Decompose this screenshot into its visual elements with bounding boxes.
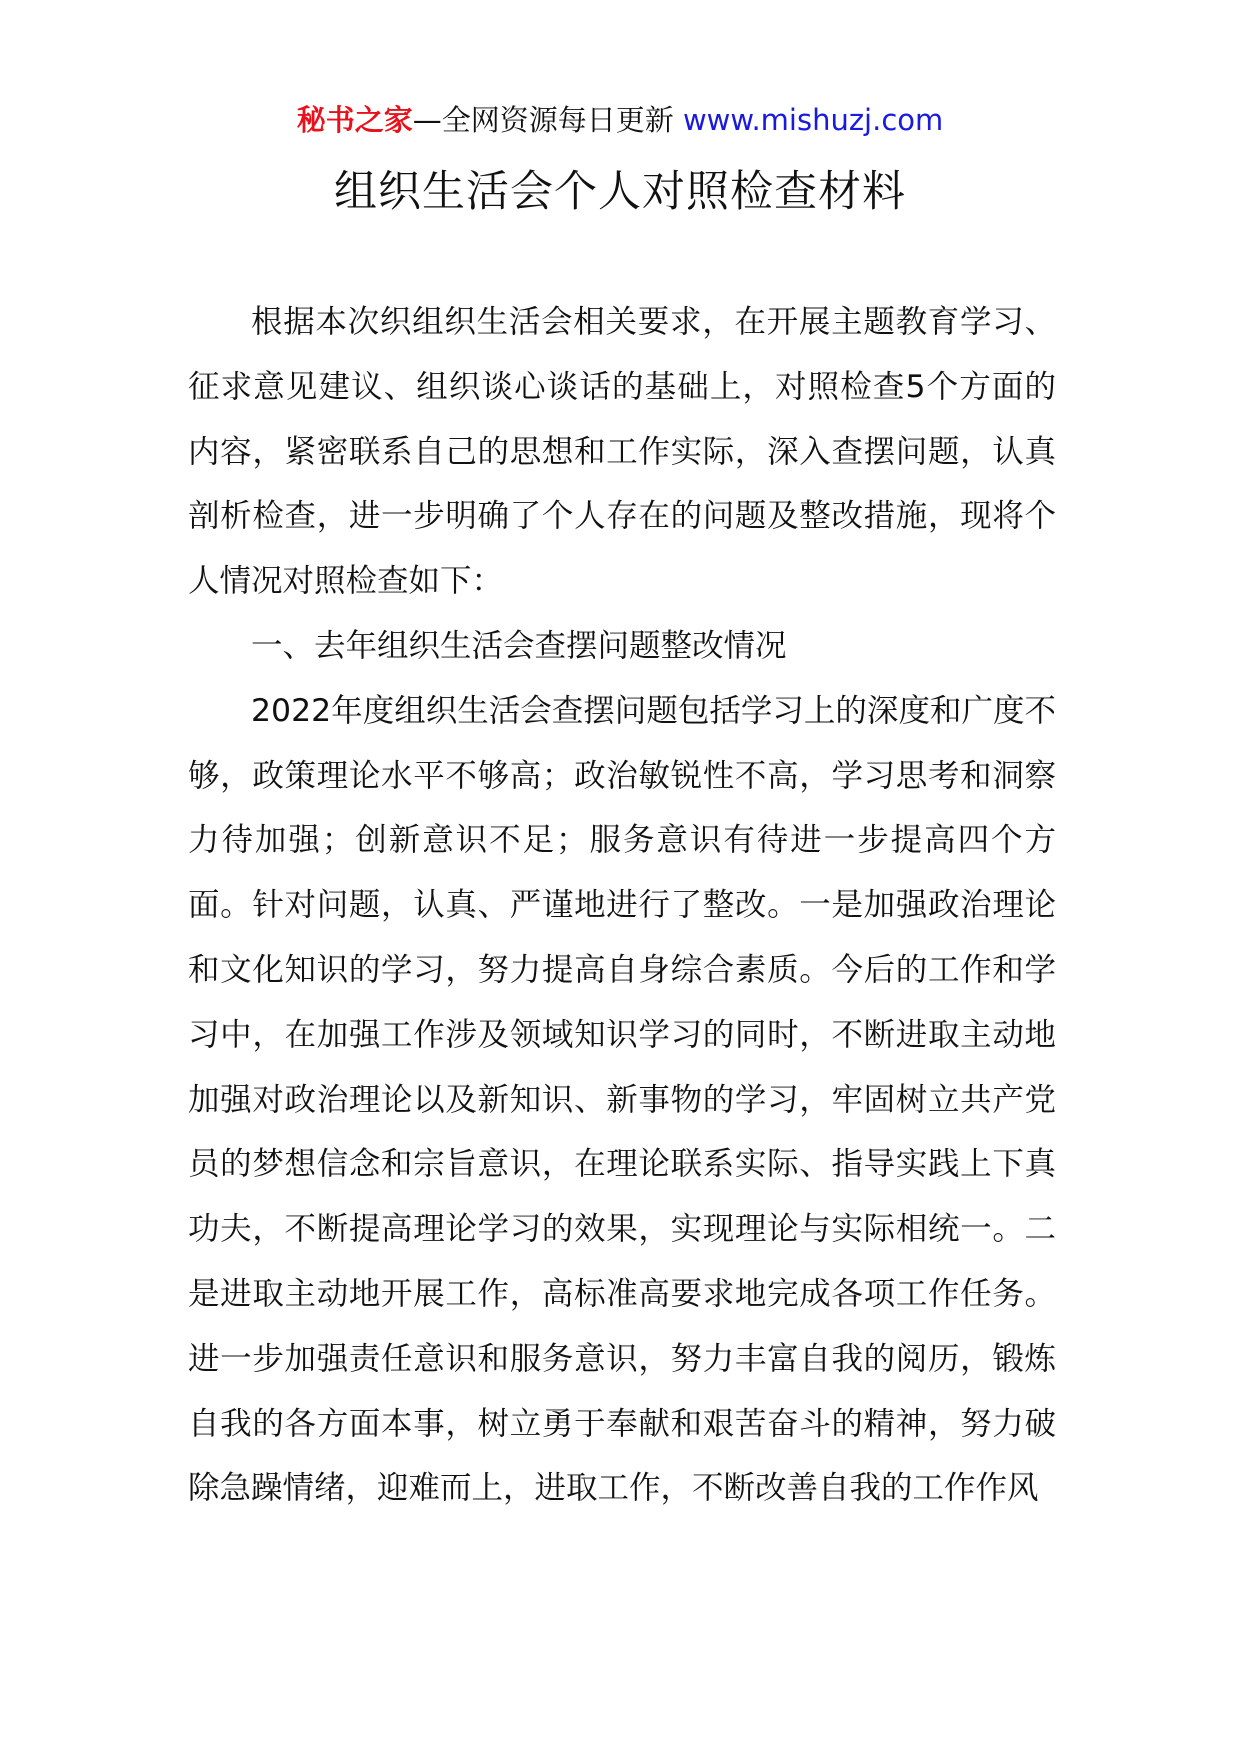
document-title: 组织生活会个人对照检查材料 xyxy=(334,167,906,217)
header-slogan: —全网资源每日更新 xyxy=(412,103,674,137)
site-url-link[interactable]: www.mishuzj.com xyxy=(682,103,944,137)
document-body xyxy=(188,290,1056,1521)
section-1-paragraph: 2022年度组织生活会查摆问题包括学习上的深度和广度不够，政策理论水平不够高；政治敏锐性不高，学习思考和洞察力待加强；创新意识不足；服务意识有待进一步提高四个方面。针对问题，认真、严谨地进行了整改。一是加强政治理论和文化知识的学习，努力提高自身综合素质。今后的工作和学习中，在加强工作涉及领域知识学习的同时，不断进取主动地加强对政治理论以及新知识、新事物的学习，牢固树立共产党员的梦想信念和宗旨意识，在理论联系实际、指导实践上下真功夫，不断提高理论学习的效果，实现理论与实际相统一。二是进取主动地开展工作，高标准高要求地完成各项工作任务。进一步加强责任意识和服务意识，努力丰富自我的阅历，锻炼自我的各方面本事，树立勇于奉献和艰苦奋斗的精神，努力破除急躁情绪，迎难而上，进取工作，不断改善自我的工作作风 xyxy=(188,692,1056,1507)
brand-name: 秘书之家 xyxy=(296,103,413,137)
section-heading-1: 一、去年组织生活会查摆问题整改情况 xyxy=(251,627,787,664)
site-header xyxy=(0,100,1240,140)
intro-paragraph: 根据本次织组织生活会相关要求，在开展主题教育学习、征求意见建议、组织谈心谈话的基础上，对照检查5个方面的内容，紧密联系自己的思想和工作实际，深入查摆问题，认真剖析检查，进一步明确了个人存在的问题及整改措施，现将个人情况对照检查如下： xyxy=(188,304,1056,600)
